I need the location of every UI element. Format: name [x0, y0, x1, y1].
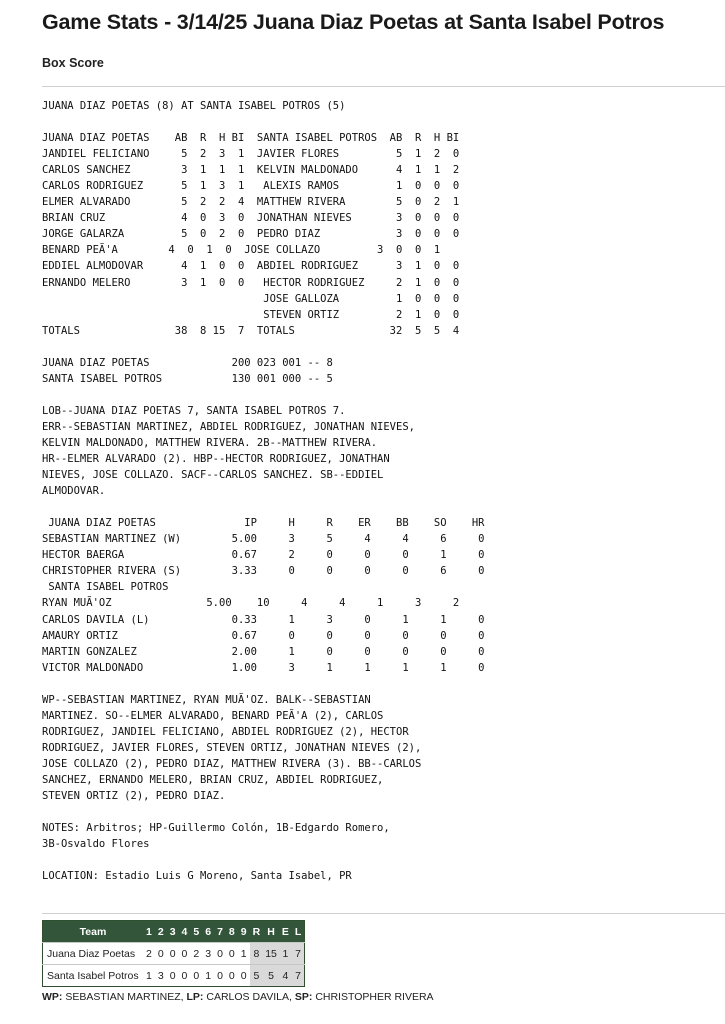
- linescore-row-away: [43, 943, 305, 965]
- inning-score: 3: [202, 943, 214, 965]
- inning-score: 0: [179, 943, 191, 965]
- header-inning-3: 3: [167, 921, 179, 943]
- header-runs: R: [250, 921, 264, 943]
- header-lob: L: [292, 921, 305, 943]
- pitching-decisions: WP: SEBASTIAN MARTINEZ, LP: CARLOS DAVILA, SP: CHRISTOPHER RIVERA: [42, 991, 434, 1003]
- header-inning-5: 5: [190, 921, 202, 943]
- inning-score: 3: [155, 965, 167, 987]
- header-inning-7: 7: [214, 921, 226, 943]
- total-hits: 5: [263, 965, 279, 987]
- inning-score: 0: [226, 943, 238, 965]
- total-runs: 8: [250, 943, 264, 965]
- inning-score: 1: [238, 943, 250, 965]
- inning-score: 2: [143, 943, 155, 965]
- linescore-row-home: [43, 965, 305, 987]
- header-inning-2: 2: [155, 921, 167, 943]
- inning-score: 0: [238, 965, 250, 987]
- total-lob: 7: [292, 965, 305, 987]
- total-errors: 1: [279, 943, 292, 965]
- inning-score: 0: [179, 965, 191, 987]
- team-name: Juana Diaz Poetas: [43, 943, 144, 965]
- page-title: Game Stats - 3/14/25 Juana Diaz Poetas at Santa Isabel Potros: [42, 10, 665, 34]
- total-lob: 7: [292, 943, 305, 965]
- header-errors: E: [279, 921, 292, 943]
- losing-pitcher: CARLOS DAVILA: [206, 991, 290, 1003]
- wp-label: WP:: [42, 991, 63, 1003]
- divider-bottom: [42, 913, 725, 914]
- inning-score: 0: [190, 965, 202, 987]
- inning-score: 1: [202, 965, 214, 987]
- section-title: Box Score: [42, 56, 104, 70]
- team-name: Santa Isabel Potros: [43, 965, 144, 987]
- total-hits: 15: [263, 943, 279, 965]
- header-inning-6: 6: [202, 921, 214, 943]
- header-hits: H: [263, 921, 279, 943]
- inning-score: 2: [190, 943, 202, 965]
- header-inning-9: 9: [238, 921, 250, 943]
- inning-score: 0: [214, 943, 226, 965]
- inning-score: 0: [214, 965, 226, 987]
- inning-score: 0: [155, 943, 167, 965]
- header-inning-4: 4: [179, 921, 191, 943]
- inning-score: 0: [167, 943, 179, 965]
- inning-score: 0: [226, 965, 238, 987]
- header-inning-1: 1: [143, 921, 155, 943]
- box-score-text: JUANA DIAZ POETAS (8) AT SANTA ISABEL POTROS (5) JUANA DIAZ POETAS AB R H BI SANTA ISABEL POTROS AB R H BI JANDIEL FELICIANO 5 2 3 1 JAVIER FLORES 5 1 2 0 CARLOS SANCHEZ 3 1 1 1 KELVIN MALDONADO 4 1 1 2 CARLOS RODRIGUEZ 5 1 3 1 ALEXIS RAMOS 1 0 0 0 ELMER ALVARADO 5 2 2 4 MATTHEW RIVERA 5 0 2 1 BRIAN CRUZ 4 0 3 0 JONATHAN NIEVES 3 0 0 0 JORGE GALARZA 5 0 2 0 PEDRO DIAZ 3 0 0 0 BENARD PEÃ'A 4 0 1 0 JOSE COLLAZO 3 0 0 1 EDDIEL ALMODOVAR 4 1 0 0 ABDIEL RODRIGUEZ 3 1 0 0 ERNANDO MELERO 3 1 0 0 HECTOR RODRIGUEZ 2 1 0 0 JOSE GALLOZA 1 0 0 0 STEVEN ORTIZ 2 1 0 0 TOTALS 38 8 15 7 TOTALS 32 5 5 4 JUANA DIAZ POETAS 200 023 001 -- 8 SANTA ISABEL POTROS 130 001 000 -- 5 LOB--JUANA DIAZ POETAS 7, SANTA ISABEL POTROS 7. ERR--SEBASTIAN MARTINEZ, ABDIEL RODRIGUEZ, JONATHAN NIEVES, KELVIN MALDONADO, MATTHEW RIVERA. 2B--MATTHEW RIVERA. HR--ELMER ALVARADO (2). HBP--HECTOR RODRIGUEZ, JONATHAN NIEVES, JOSE COLLAZO. SACF--CARLOS SANCHEZ. SB--EDDIEL ALMODOVAR. JUANA DIAZ POETAS IP H R ER BB SO HR SEBASTIAN MARTINEZ (W) 5.00 3 5 4 4 6 0 HECTOR BAERGA 0.67 2 0 0 0 1 0 CHRISTOPHER RIVERA (S) 3.33 0 0 0 0 6 0 SANTA ISABEL POTROS RYAN MUÃ'OZ 5.00 10 4 4 1 3 2 CARLOS DAVILA (L) 0.33 1 3 0 1 1 0 AMAURY ORTIZ 0.67 0 0 0 0 0 0 MARTIN GONZALEZ 2.00 1 0 0 0 0 0 VICTOR MALDONADO 1.00 3 1 1 1 1 0 WP--SEBASTIAN MARTINEZ, RYAN MUÃ'OZ. BALK--SEBASTIAN MARTINEZ. SO--ELMER ALVARADO, BENARD PEÃ'A (2), CARLOS RODRIGUEZ, JANDIEL FELICIANO, ABDIEL RODRIGUEZ (2), HECTOR RODRIGUEZ, JAVIER FLORES, STEVEN ORTIZ, JONATHAN NIEVES (2), JOSE COLLAZO (2), PEDRO DIAZ, MATTHEW RIVERA (3). BB--CARLOS SANCHEZ, ERNANDO MELERO, BRIAN CRUZ, ABDIEL RODRIGUEZ, STEVEN ORTIZ (2), PEDRO DIAZ. NOTES: Arbitros; HP-Guillermo Colón, 1B-Edgardo Romero, 3B-Osvaldo Flores LOCATION: Estadio Luis G Moreno, Santa Isabel, PR: [42, 100, 485, 883]
- linescore-table: [42, 920, 305, 987]
- divider-top: [42, 86, 725, 87]
- header-inning-8: 8: [226, 921, 238, 943]
- total-errors: 4: [279, 965, 292, 987]
- inning-score: 1: [143, 965, 155, 987]
- sp-label: SP:: [294, 991, 313, 1003]
- header-team: Team: [43, 921, 144, 943]
- lp-label: LP:: [186, 991, 204, 1003]
- total-runs: 5: [250, 965, 264, 987]
- linescore-header-row: [43, 921, 305, 943]
- save-pitcher: CHRISTOPHER RIVERA: [315, 991, 434, 1003]
- inning-score: 0: [167, 965, 179, 987]
- winning-pitcher: SEBASTIAN MARTINEZ: [65, 991, 181, 1003]
